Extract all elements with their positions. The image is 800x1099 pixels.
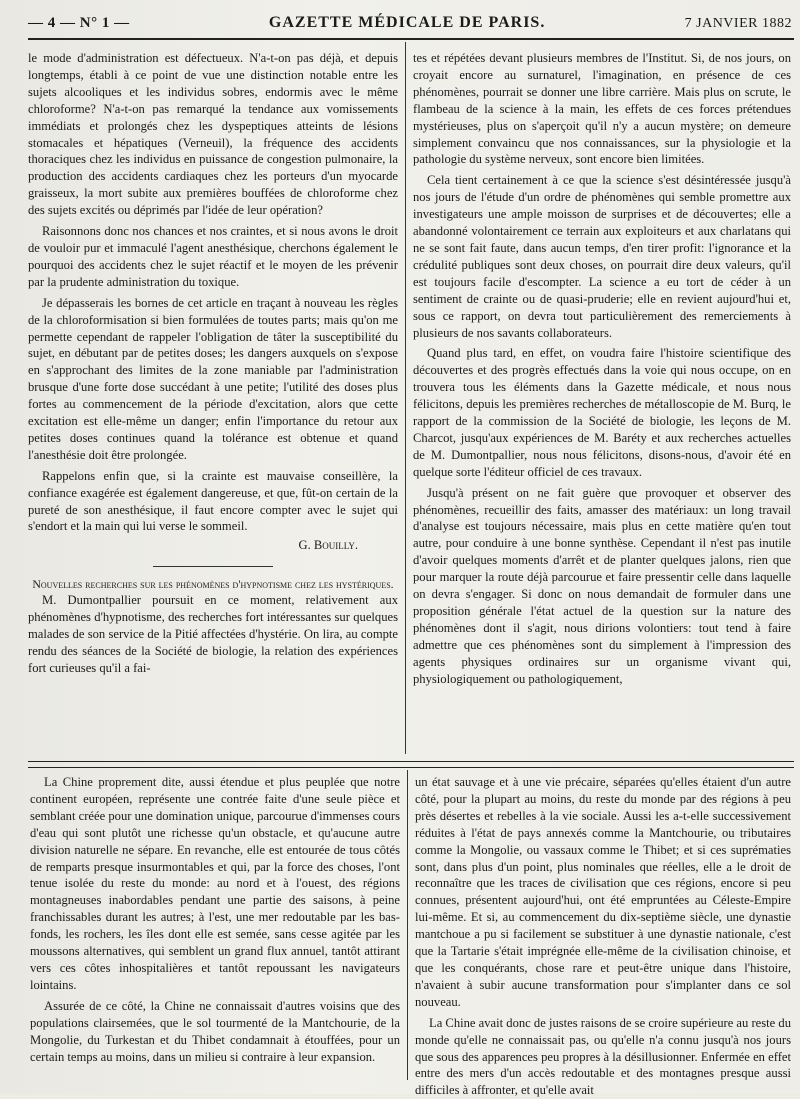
paragraph: Quand plus tard, en effet, on voudra faire l'histoire scientifique des découvertes et des progrès effectués dans la voie qui nous occupe, on en trouvera tous les éléments dans la Gazette médicale, et nous nous félicitons, depuis les premières recherches de métalloscopie de M. Burq, le rapport de la commission de la Société de biologie, les leçons de M. Charcot, jusqu'aux expériences de M. Baréty et aux recherches actuelles de M. Dumontpallier, nous nous félicitons, disons-nous, d'avoir été en quelque sorte l'éditeur officiel de ces travaux. <box>413 346 791 479</box>
right-column-top <box>413 50 791 756</box>
paragraph: Assurée de ce côté, la Chine ne connaissait d'autres voisins que des populations clairsemées, que le sol tourmenté de la Mantchourie, de la Mongolie, du Turkestan et du Thibet condamnait à étouffées, pour un certain temps au moins, dans un milieu si contraire à leur expansion. <box>30 998 400 1064</box>
paragraph: Raisonnons donc nos chances et nos craintes, et si nous avons le droit de vouloir pur et immaculé l'agent anesthésique, cherchons également le pourquoi des accidents chez le sujet réactif et le moyen de les prévenir par la prudente administration du toxique. <box>28 224 398 289</box>
right-column-feuilleton <box>415 774 791 1098</box>
paragraph: tes et répétées devant plusieurs membres de l'Institut. Si, de nos jours, on croyait encore au surnaturel, l'imagination, en présence de ces phénomènes, pourrait se donner une libre carrière. Mais plus on scrute, le flambeau de la science à la main, les effets de ces forces prétendues mystérieuses, plus on s'aperçoit qu'il n'y a aucun mystère; on demeure simplement convaincu que nos connaissances, sur la physiologie et la pathologie du système nerveux, sont encore bien limitées. <box>413 51 791 167</box>
paragraph: La Chine avait donc de justes raisons de se croire supérieure au reste du monde qu'elle ne connaissait pas, ou qu'elle n'a connu jusqu'à nos jours que sous des apparences peu propres à la désillusionner. Enfermée en effet entre des mers d'un accès redoutable et des montagnes presque aussi difficiles à affronter, et qu'elle avait <box>415 1015 791 1098</box>
paragraph: Je dépasserais les bornes de cet article en traçant à nouveau les règles de la chloroformisation si bien formulées de toutes parts; mais qu'on me permette cependant de rappeler l'obligation de tâter la susceptibilité du sujet, en débutant par de petites doses; les dangers auxquels on s'expose en s'approchant des limites de la zone maniable par l'administration brusque d'une forte dose succédant à une petite; l'utilité des doses plus fortes au commencement de la période d'excitation, alors que cette excitation est elle-même un danger; enfin l'importance du retour aux petites doses continues quand la tolérance est obtenue et quand l'anesthésie doit être prolongée. <box>28 295 398 462</box>
left-column-feuilleton <box>30 774 400 1074</box>
issue-date: 7 JANVIER 1882 <box>684 16 792 31</box>
paragraph: un état sauvage et à une vie précaire, séparées qu'elles étaient d'un autre côté, pour la plupart au moins, du reste du monde par des régions à peu près désertes et rebelles à la vie sociale. Aussi les a-t-elle successivement réduites à l'état de pays annexés comme la Mantchourie, ou tributaires comme la Mongolie, ou vassaux comme le Thibet; et si ces suprématies sont, dans plus d'un point, plus nominales que réelles, elle a le droit de reconnaître que les traces de civilisation que ces régions, encore si peu connues, présentent aujourd'hui, ont été empruntées au Céleste-Empire lui-même. Et si, au commencement du dix-septième siècle, une dynastie mantchoue a pu si facilement se substituer à une dynastie nationale, c'est que la Tartarie s'était imprégnée elle-même de la civilisation chinoise, et que les conquérants, chose rare et peut-être unique dans l'histoire, n'avaient à subir aucune transformation pour s'implanter dans ce sol nouveau. <box>415 775 791 1009</box>
page-header <box>28 14 792 36</box>
paragraph: Jusqu'à présent on ne fait guère que provoquer et observer des phénomènes, recueillir des faits, amasser des matériaux: un long travail d'analyse est toujours nécessaire, mais plus en cette matière qu'en tout autre, pour conduire à une bonne synthèse. Cependant il n'est pas inutile d'avoir quelques moments d'arrêt et de planter quelques jalons, rien que pour marquer la route déjà parcourue et faire pressentir celle dans laquelle on devra s'engager. Si donc on nous demandait de formuler dans une proposition générale l'état actuel de la question sur la nature des phénomènes dont il s'agit, nous dirions volontiers: tout tend à faire admettre que ces phénomènes sont du simplement à l'impression des agents physiques ordinaires sur un organisme vivant qui, physiologiquement ou pathologiquement, <box>413 485 791 686</box>
paragraph: La Chine proprement dite, aussi étendue et plus peuplée que notre continent européen, représente une contrée faite d'une seule pièce et semblant créée pour une domination unique, parcourue d'immenses cours d'eau qui sont plutôt une richesse qu'un obstacle, et qu'aucune autre division naturelle ne sépare. En revanche, elle est entourée de tous côtés de remparts presque insurmontables et qui, par la force des choses, l'ont tenue isolée du reste du monde: au nord et à l'ouest, des régions montagneuses inabordables pendant une partie des saisons, à peine franchissables durant les autres; à l'est, une mer redoutable par les bas-fonds, les rochers, les îles dont elle est semée, sans cesse agitée par les moussons alternatives, qui semblent un grand flux annuel, tantôt attirant vers ces côtes inhospitalières et tantôt repoussant les navigateurs lointains. <box>30 775 400 992</box>
column-divider-bottom <box>407 770 408 1080</box>
journal-title: GAZETTE MÉDICALE DE PARIS. <box>268 14 546 31</box>
section-separator <box>153 566 273 567</box>
header-rule <box>28 38 794 40</box>
paragraph: Rappelons enfin que, si la crainte est mauvaise conseillère, la confiance exagérée est également dangereuse, et que, fût-on certain de la pureté de son anesthésique, il faut encore compter avec le sujet qui s'endort et la main qui lui verse le sommeil. <box>28 468 398 534</box>
page-number: — 4 — N° 1 — <box>28 15 130 31</box>
paragraph: Cela tient certainement à ce que la science s'est désintéressée jusqu'à nos jours de l'étude d'un ordre de phénomènes qui semble promettre aux investigateurs une ample moisson de surprises et de découvertes; elle a abandonné volontairement ce terrain aux exploiteurs et aux charlatans qui ne se sont fait faute, dans aucun temps, d'en tirer profit: l'ignorance et la crédulité publiques sont deux choses, on pourrait dire deux valeurs, qu'il est toujours facile d'escompter. La science a eu tort de céder à un sentiment de crainte ou de quasi-pruderie; elle en revient aujourd'hui et, sous ce rapport, on devra tout particulièrement des remerciements à plusieurs de nos savants collaborateurs. <box>413 173 791 340</box>
section-title: Nouvelles recherches sur les phénomènes d'hypnotisme chez les hystériques. <box>32 577 394 592</box>
left-column-top <box>28 50 398 756</box>
feuilleton-rule-2 <box>28 767 794 768</box>
paragraph: le mode d'administration est défectueux. N'a-t-on pas déjà, et depuis longtemps, établi à ce point de vue une distinction notable entre les sujets alcooliques et les individus sobres, endormis avec le même chloroforme? N'a-t-on pas remarqué la tendance aux vomissements immédiats et prolongés chez les dyspeptiques atteints de lésions stomacales et hépatiques (Verneuil), la fréquence des accidents thoraciques chez les individus en puissance de congestion pulmonaire, la production des accidents cardiaques chez les porteurs d'un myocarde graisseux, la mort subite aux premières bouffées de chloroforme chez des sujets excités ou déprimés par l'idée de leur opération? <box>28 51 398 218</box>
feuilleton-rule <box>28 761 794 762</box>
paragraph: M. Dumontpallier poursuit en ce moment, relativement aux phénomènes d'hypnotisme, des recherches fort intéressantes sur quelques malades de son service de la Pitié affectées d'hystérie. On lira, au compte rendu des séances de la Société de biologie, la relation des expériences fort curieuses qu'il a fai- <box>28 593 398 675</box>
column-divider-top <box>405 42 406 754</box>
author-signature: G. Bouilly. <box>298 538 358 553</box>
